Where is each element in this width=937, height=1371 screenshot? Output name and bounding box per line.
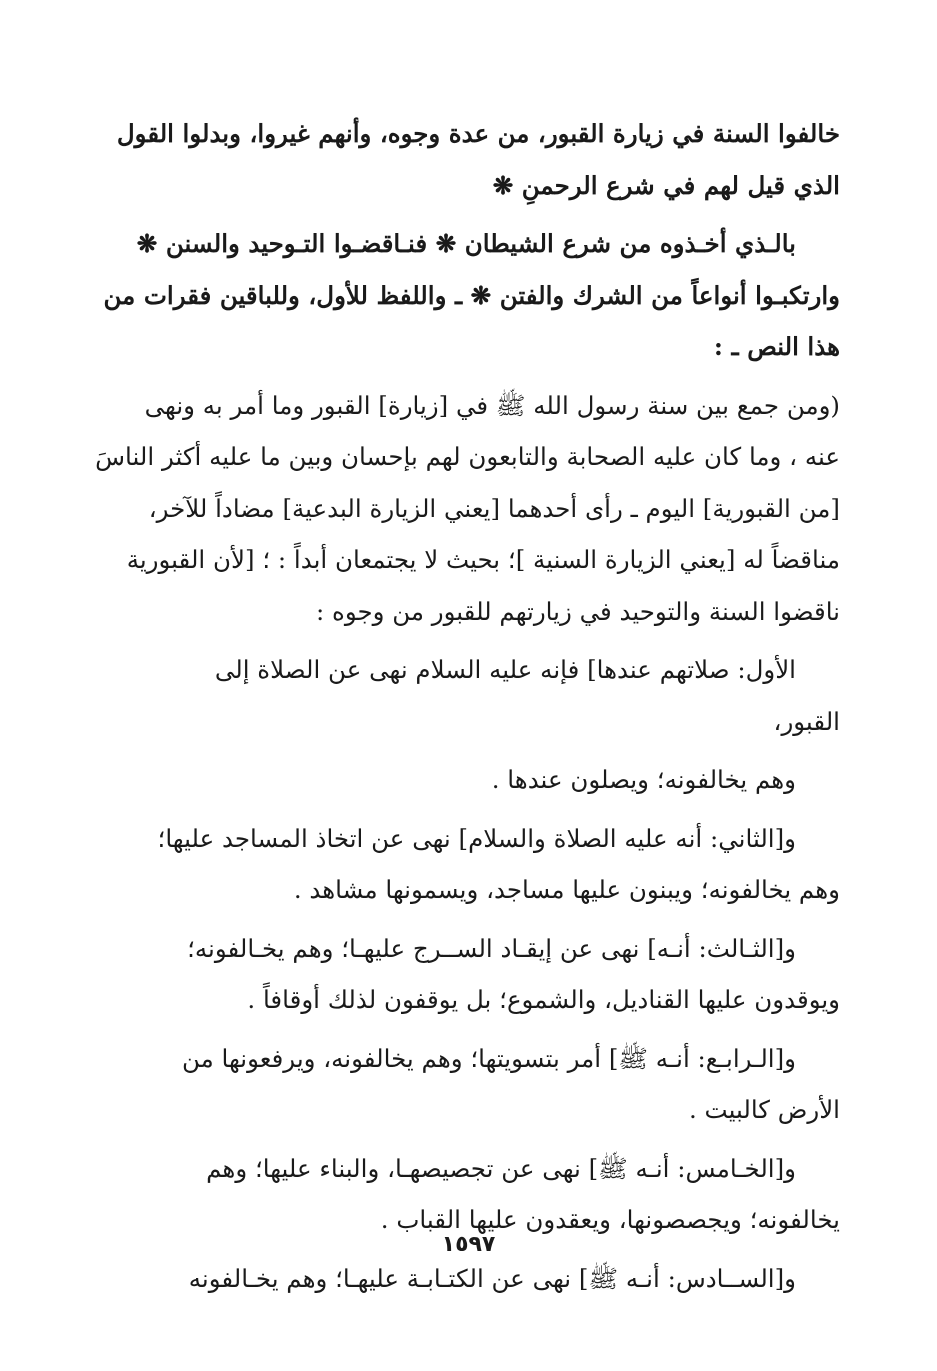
text-line: ناقضوا السنة والتوحيد في زيارتهم للقبور من وجوه :	[315, 596, 840, 626]
page-body	[95, 108, 840, 1311]
text-line: الأرض كالبيت .	[688, 1095, 840, 1124]
paragraph-second	[112, 813, 840, 916]
text-line: (ومن جمع بين سنة رسول الله ﷺ في [زيارة] القبور وما أمر به ونهى	[144, 390, 840, 420]
paragraph-intro	[112, 108, 840, 211]
text-line: بالـذي أخـذوه من شرع الشيطان ❋ فنـاقضـوا التـوحيد والسنن ❋	[136, 229, 796, 258]
text-line: خالفوا السنة في زيارة القبور، من عدة وجوه، وأنهم غيروا، وبدلوا القول	[116, 119, 840, 148]
text-line: عنه ، وما كان عليه الصحابة والتابعون لهم بإحسان وبين ما عليه أكثر الناسَ	[95, 442, 840, 471]
paragraph-third	[112, 923, 840, 1026]
text-line: يخالفونه؛ ويجصصونها، ويعقدون عليها القباب .	[380, 1205, 840, 1234]
paragraph-fourth	[112, 1033, 840, 1136]
text-line: ويوقدون عليها القناديل، والشموع؛ بل يوقفون لذلك أوقافاً .	[247, 985, 840, 1014]
paragraph-verse	[103, 218, 840, 373]
paragraph-first	[112, 644, 840, 747]
text-line: [من القبورية] اليوم ـ رأى أحدهما [يعني الزيارة البدعية] مضاداً للآخر،	[148, 493, 840, 523]
paragraph-first-cont	[112, 754, 840, 806]
text-line: و[الســادس: أنـه ﷺ] نهى عن الكتـابـة عليهـا؛ وهم يخـالفونه	[188, 1263, 796, 1293]
page-number: ١٥٩٧	[441, 1232, 496, 1257]
text-line: وهم يخالفونه؛ ويصلون عندها .	[491, 765, 796, 794]
paragraph-sixth	[112, 1253, 840, 1305]
text-line: و[الخـامس: أنـه ﷺ] نهى عن تجصيصهـا، والبناء عليها؛ وهم	[206, 1153, 796, 1183]
text-line: و[الثـالث: أنـه] نهى عن إيقـاد الســرج عليهـا؛ وهم يخـالفونه؛	[187, 933, 796, 963]
text-line: الذي قيل لهم في شرع الرحمنِ ❋	[492, 170, 840, 200]
text-line: القبور،	[773, 706, 840, 736]
text-line: مناقضاً له [يعني الزيارة السنية ]؛ بحيث لا يجتمعان أبداً : ؛ [لأن القبورية	[126, 545, 840, 574]
text-line: هذا النص ـ :	[713, 332, 840, 361]
paragraph-quote	[95, 380, 840, 638]
text-line: وهم يخالفونه؛ ويبنون عليها مساجد، ويسمونها مشاهد .	[293, 875, 840, 904]
text-line: الأول: صلاتهم عندها] فإنه عليه السلام نهى عن الصلاة إلى	[214, 655, 796, 684]
text-line: و[الثاني: أنه عليه الصلاة والسلام] نهى عن اتخاذ المساجد عليها؛	[157, 823, 796, 853]
paragraph-fifth	[112, 1143, 840, 1246]
text-line: و[الـرابـع: أنـه ﷺ] أمر بتسويتها؛ وهم يخالفونه، ويرفعونها من	[181, 1043, 796, 1073]
text-line: وارتكبـوا أنواعاً من الشرك والفتن ❋ ـ واللفظ للأول، وللباقين فقرات من	[103, 280, 840, 310]
